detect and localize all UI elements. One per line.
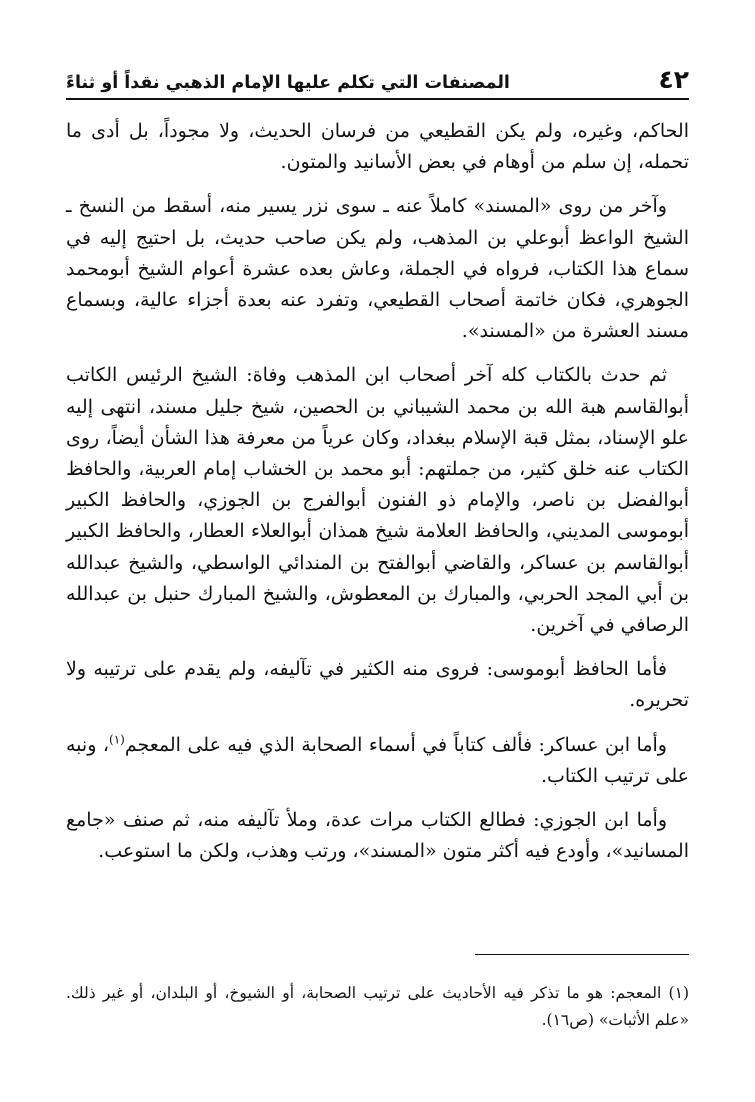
paragraph-ibn-al-jawzi: وأما ابن الجوزي: فطالع الكتاب مرات عدة، وملأ تآليفه منه، ثم صنف «جامع المسانيد»، وأودع فيه أكثر متون «المسند»، ورتب وهذب، ولكن ما استوعب. xyxy=(66,809,689,863)
footnote-separator xyxy=(475,954,689,955)
running-header xyxy=(66,50,689,100)
ibn-asakir-text-end: ، ونبه على ترتيب الكتاب. xyxy=(66,733,689,787)
book-page xyxy=(66,50,689,1080)
page-number: ٤٢ xyxy=(658,65,689,94)
paragraph-abu-musa: فأما الحافظ أبوموسى: فروى منه الكثير في تآليفه، ولم يقدم على ترتيبه ولا تحريره. xyxy=(66,658,689,712)
footnote-text: (١) المعجم: هو ما تذكر فيه الأحاديث على ترتيب الصحابة، أو الشيوخ، أو البلدان، أو غير ذلك. «علم الأثبات» (ص١٦). xyxy=(66,983,689,1029)
ibn-asakir-text-start: وأما ابن عساكر: فألف كتاباً في أسماء الصحابة الذي فيه على المعجم xyxy=(124,733,667,756)
paragraph-ibn-al-mudhhib: وآخر من روى «المسند» كاملاً عنه ـ سوى نزر يسير منه، أسقط من النسخ ـ الشيخ الواعظ أبوعلي بن المذهب، ولم يكن صاحب حديث، بل احتيج إليه في سماع هذا الكتاب، فرواه في الجملة، وعاش بعده عشرة أعوام الشيخ أبومحمد الجوهري، فكان خاتمة أصحاب القطيعي، وتفرد عنه بعدة أجزاء عالية، وبسماع مسند العشرة من «المسند». xyxy=(66,195,689,343)
running-title: المصنفات التي تكلم عليها الإمام الذهبي نقداً أو ثناءً xyxy=(66,72,510,93)
paragraph-ibn-al-husayn: ثم حدث بالكتاب كله آخر أصحاب ابن المذهب وفاة: الشيخ الرئيس الكاتب أبوالقاسم هبة الله بن محمد الشيباني بن الحصين، شيخ جليل مسند، انتهى إليه علو الإسناد، بمثل قبة الإسلام ببغداد، وكان عرياً من معرفة هذا الشأن أيضاً، روى الكتاب عنه خلق كثير، من جملتهم: أبو محمد بن الخشاب إمام العربية، والحافظ أبوالفضل بن ناصر، والإمام ذو الفنون أبوالفرج بن الجوزي، والحافظ الكبير أبوموسى المديني، والحافظ العلامة شيخ همذان أبوالعلاء العطار، والحافظ الكبير أبوالقاسم بن عساكر، والقاضي أبوالفتح بن المندائي الواسطي، والشيخ عبدالله بن أبي المجد الحربي، والمبارك بن المعطوش، والشيخ المبارك حنبل بن عبدالله الرصافي في آخرين. xyxy=(66,364,689,637)
paragraph-hakim-continuation: الحاكم، وغيره، ولم يكن القطيعي من فرسان الحديث، ولا مجوداً، بل أدى ما تحمله، إن سلم من أوهام في بعض الأسانيد والمتون. xyxy=(66,120,689,174)
footnote-reference-marker: (١) xyxy=(109,732,125,747)
paragraph-ibn-asakir xyxy=(66,730,689,792)
body-text xyxy=(66,116,689,867)
